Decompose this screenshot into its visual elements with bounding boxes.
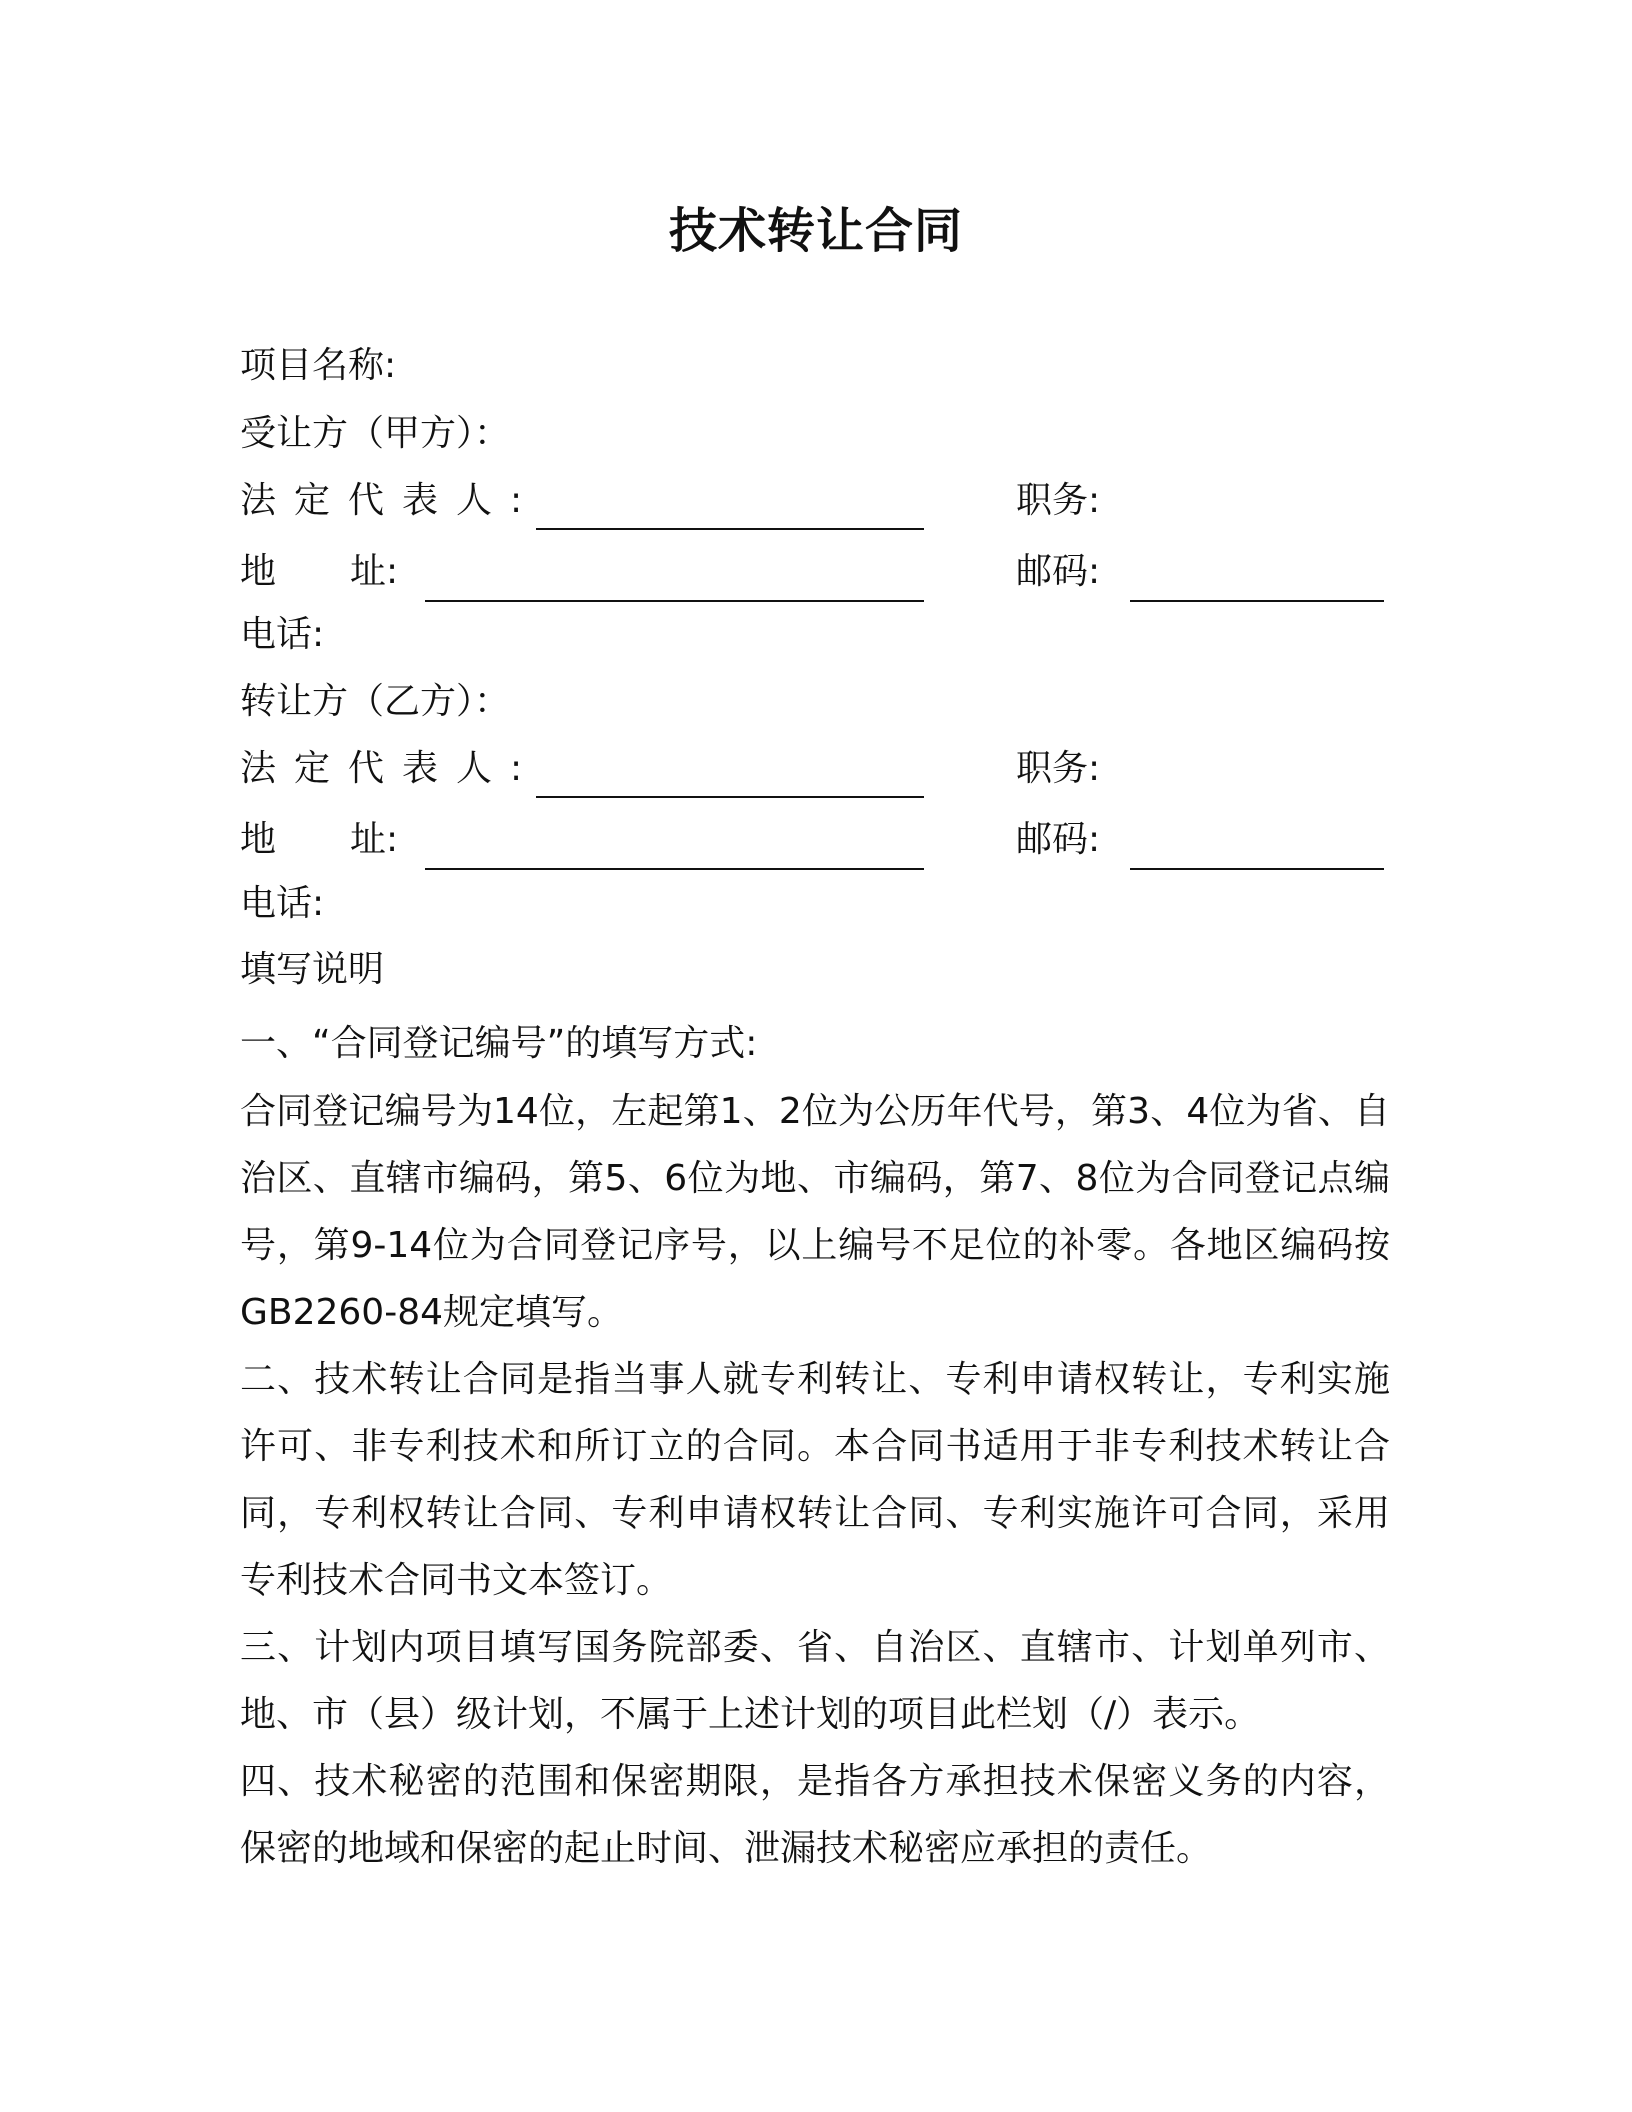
party-a-postcode-label: 邮码: (1016, 551, 1101, 592)
party-a-address-label-2: 址: (350, 551, 399, 592)
instructions-heading: 填写说明 (240, 949, 385, 990)
party-b-address-field[interactable] (425, 868, 924, 870)
party-a-phone-label: 电话: (240, 614, 325, 655)
party-b-heading: 转让方（乙方）： (240, 681, 511, 722)
party-a-rep-label: 法定代表人: (240, 480, 541, 521)
instruction-1-body: 合同登记编号为14位，左起第1、2位为公历年代号，第3、4位为省、自治区、直辖市编码，第5、6位为地、市编码，第7、8位为合同登记点编号，第9-14位为合同登记序号，以上编号不足位的补零。各地区编码按GB2260-84规定填写。 (240, 1091, 1390, 1333)
party-a-postcode-field[interactable] (1130, 600, 1384, 602)
party-b-rep-field[interactable] (536, 796, 924, 798)
party-b-postcode-label: 邮码: (1016, 819, 1101, 860)
instruction-2: 二、技术转让合同是指当事人就专利转让、专利申请权转让，专利实施许可、非专利技术和所订立的合同。本合同书适用于非专利技术转让合同，专利权转让合同、专利申请权转让合同、专利实施许可合同，采用专利技术合同书文本签订。 (240, 1359, 1390, 1601)
party-b-phone-label: 电话: (240, 883, 325, 924)
instruction-3: 三、计划内项目填写国务院部委、省、自治区、直辖市、计划单列市、地、市（县）级计划，不属于上述计划的项目此栏划（/）表示。 (240, 1627, 1390, 1735)
instruction-4: 四、技术秘密的范围和保密期限，是指各方承担技术保密义务的内容，保密的地域和保密的起止时间、泄漏技术秘密应承担的责任。 (240, 1761, 1390, 1869)
party-b-address-label-2: 址: (350, 819, 399, 860)
party-a-address-label-1: 地 (240, 551, 277, 592)
party-b-position-label: 职务: (1016, 748, 1101, 789)
party-b-postcode-field[interactable] (1130, 868, 1384, 870)
party-a-rep-field[interactable] (536, 528, 924, 530)
party-a-heading: 受让方（甲方）： (240, 413, 511, 454)
party-a-position-label: 职务: (1016, 480, 1101, 521)
party-b-address-label-1: 地 (240, 819, 277, 860)
party-b-rep-label: 法定代表人: (240, 748, 541, 789)
project-name-label: 项目名称: (240, 345, 397, 386)
party-a-address-field[interactable] (425, 600, 924, 602)
document-title: 技术转让合同 (668, 203, 963, 259)
instruction-1-heading: 一、“合同登记编号”的填写方式: (240, 1023, 758, 1064)
